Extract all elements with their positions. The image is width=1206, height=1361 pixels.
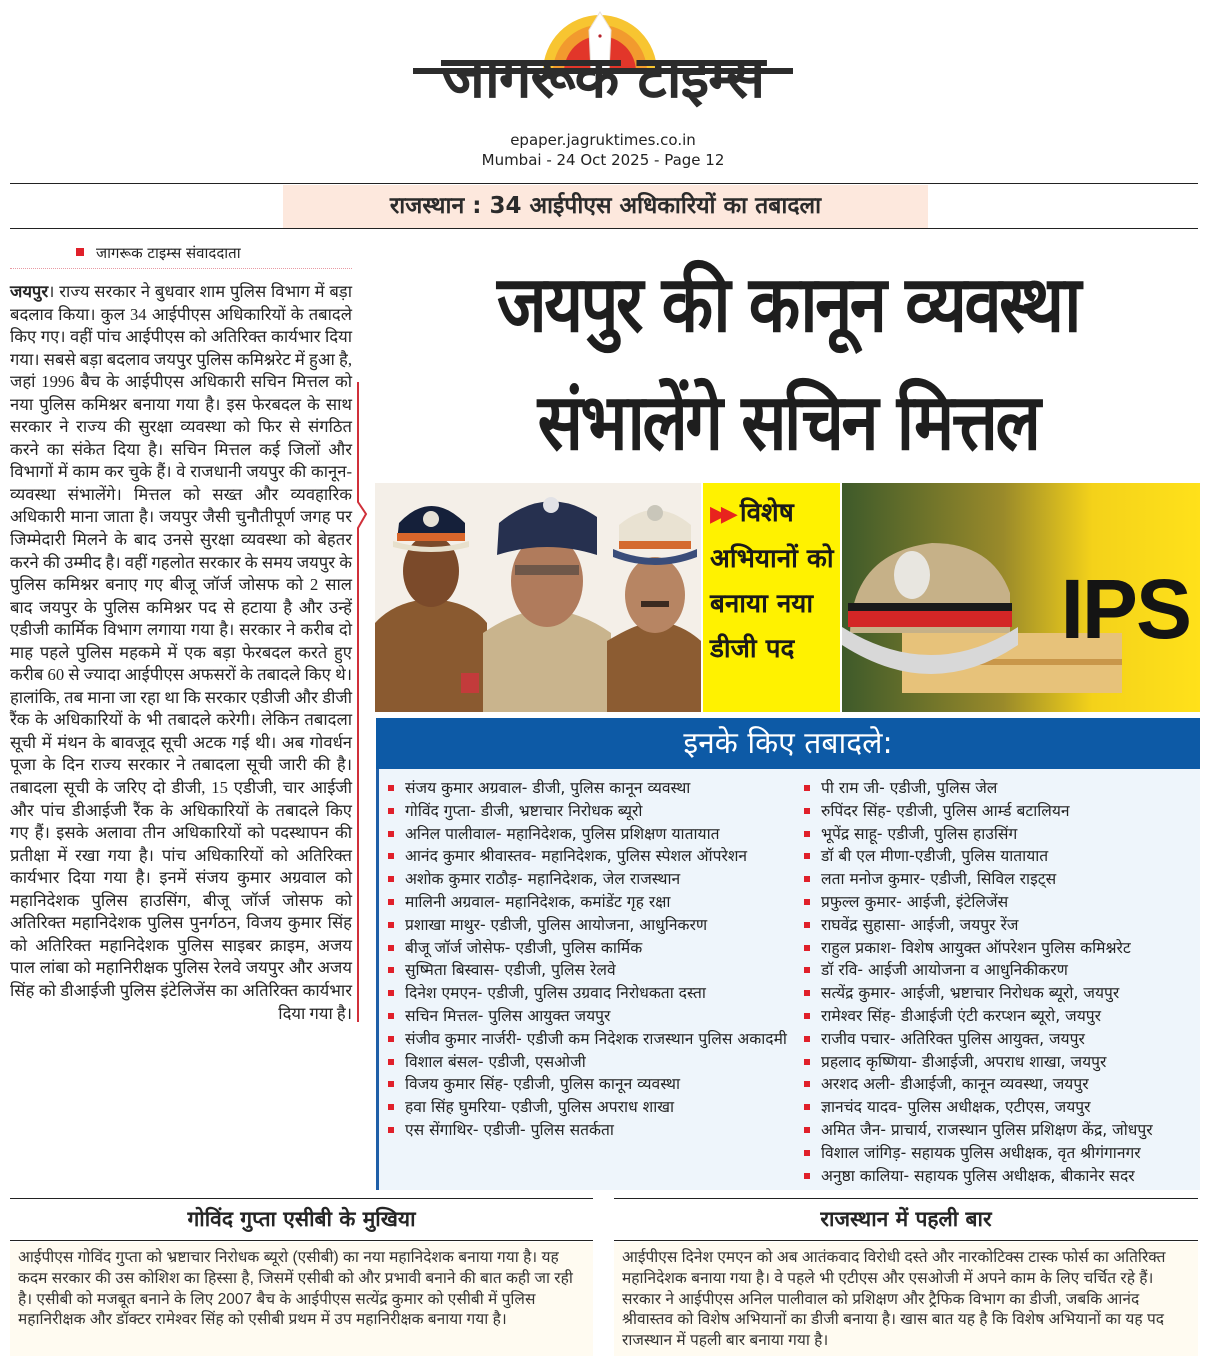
transfer-item bbox=[804, 1119, 1199, 1142]
bullet-square-icon bbox=[388, 1013, 394, 1019]
transfer-item bbox=[804, 777, 1199, 800]
transfers-left-column bbox=[388, 777, 793, 1142]
transfer-text: हवा सिंह घुमरिया- एडीजी, पुलिस अपराध शाखा bbox=[405, 1098, 675, 1117]
transfer-item bbox=[804, 1051, 1199, 1074]
box-left-body: आईपीएस गोविंद गुप्ता को भ्रष्टाचार निरोधक ब्यूरो (एसीबी) का नया महानिदेशक बनाया गया है। यह कदम सरकार की उस कोशिश का हिस्सा है, जिसमें एसीबी को और प्रभावी बनाने की बात कही जा रही है। एसीबी को मजबूत बनाने के लिए 2007 बैच के आईपीएस सत्येंद्र कुमार को एसीबी में पुलिस महानिरीक्षक और डॉक्टर रामेश्वर सिंह को एसीबी प्रथम में उप महानिरीक्षक बनाया गया है। bbox=[10, 1242, 593, 1356]
transfer-item bbox=[804, 1028, 1199, 1051]
transfer-item bbox=[388, 777, 793, 800]
callout-text bbox=[710, 491, 838, 672]
transfer-item bbox=[804, 959, 1199, 982]
bullet-square-icon bbox=[804, 1150, 810, 1156]
transfer-item bbox=[804, 823, 1199, 846]
bullet-square-icon bbox=[804, 831, 810, 837]
bullet-square-icon bbox=[388, 967, 394, 973]
transfers-right-column bbox=[804, 777, 1199, 1187]
transfer-text: विजय कुमार सिंह- एडीजी, पुलिस कानून व्यवस्था bbox=[405, 1075, 680, 1094]
bullet-square-icon bbox=[76, 248, 84, 256]
callout-label: विशेष अभियानों को बनाया नया डीजी पद bbox=[710, 498, 834, 664]
transfer-item bbox=[804, 891, 1199, 914]
double-arrow-icon: ▶▶ bbox=[710, 502, 732, 527]
edition-info: Mumbai - 24 Oct 2025 - Page 12 bbox=[481, 151, 725, 169]
box-right-top-rule bbox=[614, 1198, 1198, 1199]
bullet-square-icon bbox=[388, 808, 394, 814]
transfer-text: राघवेंद्र सुहासा- आईजी, जयपुर रेंज bbox=[821, 915, 1019, 934]
transfer-text: प्रफुल्ल कुमार- आईजी, इंटेलिजेंस bbox=[821, 892, 1009, 911]
bullet-square-icon bbox=[388, 876, 394, 882]
bullet-square-icon bbox=[388, 1127, 394, 1133]
bullet-square-icon bbox=[804, 1059, 810, 1065]
transfer-text: अशोक कुमार राठौड़- महानिदेशक, जेल राजस्थान bbox=[405, 870, 681, 889]
transfer-text: अमित जैन- प्राचार्य, राजस्थान पुलिस प्रशिक्षण केंद्र, जोधपुर bbox=[821, 1120, 1153, 1139]
bullet-square-icon bbox=[804, 945, 810, 951]
bullet-square-icon bbox=[388, 990, 394, 996]
transfer-item bbox=[388, 823, 793, 846]
bullet-square-icon bbox=[804, 1013, 810, 1019]
transfer-text: विशाल बंसल- एडीजी, एसओजी bbox=[405, 1052, 586, 1071]
transfer-item bbox=[388, 959, 793, 982]
transfer-text: भूपेंद्र साहू- एडीजी, पुलिस हाउसिंग bbox=[821, 824, 1018, 843]
transfer-text: आनंद कुमार श्रीवास्तव- महानिदेशक, पुलिस स्पेशल ऑपरेशन bbox=[405, 847, 748, 866]
box-left-title-rule bbox=[10, 1240, 593, 1241]
bullet-square-icon bbox=[388, 1104, 394, 1110]
epaper-url[interactable]: epaper.jagruktimes.co.in bbox=[510, 131, 696, 149]
bullet-square-icon bbox=[804, 853, 810, 859]
column-separator-icon bbox=[354, 382, 374, 1022]
transfer-text: लता मनोज कुमार- एडीजी, सिविल राइट्स bbox=[821, 870, 1057, 889]
transfer-text: गोविंद गुप्ता- डीजी, भ्रष्टाचार निरोधक ब्यूरो bbox=[405, 801, 643, 820]
transfer-item bbox=[804, 937, 1199, 960]
main-story bbox=[10, 281, 352, 1025]
transfer-text: सत्येंद्र कुमार- आईजी, भ्रष्टाचार निरोधक ब्यूरो, जयपुर bbox=[821, 984, 1120, 1003]
bullet-square-icon bbox=[804, 967, 810, 973]
transfer-text: राजीव पचार- अतिरिक्त पुलिस आयुक्त, जयपुर bbox=[821, 1029, 1085, 1048]
transfer-text: बीजू जॉर्ज जोसेफ- एडीजी, पुलिस कार्मिक bbox=[405, 938, 643, 957]
header-divider bbox=[10, 183, 1198, 184]
transfer-item bbox=[388, 868, 793, 891]
transfer-text: मालिनी अग्रवाल- महानिदेशक, कमांडेंट गृह रक्षा bbox=[405, 892, 671, 911]
byline-text: जागरूक टाइम्स संवाददाता bbox=[96, 244, 241, 262]
box-right-body: आईपीएस दिनेश एमएन को अब आतंकवाद विरोधी दस्ते और नारकोटिक्स टास्क फोर्स का अतिरिक्त महानिदेशक बनाया गया है। वे पहले भी एटीएस और एसओजी में अपने काम के लिए चर्चित रहे हैं। सरकार ने आईपीएस अनिल पालीवाल को प्रशिक्षण और ट्रैफिक विभाग का डीजी, जबकि आनंद श्रीवास्तव को विशेष अभियानों का डीजी बनाया है। खास बात यह है कि विशेष अभियानों का यह पद राजस्थान में पहली बार बनाया गया है। bbox=[614, 1242, 1198, 1356]
transfer-item bbox=[804, 1073, 1199, 1096]
transfer-text: विशाल जांगिड़- सहायक पुलिस अधीक्षक, वृत श्रीगंगानगर bbox=[821, 1143, 1141, 1162]
bullet-square-icon bbox=[388, 1036, 394, 1042]
bullet-square-icon bbox=[804, 990, 810, 996]
transfer-text: संजीव कुमार नार्जरी- एडीजी कम निदेशक राजस्थान पुलिस अकादमी bbox=[405, 1029, 787, 1048]
box-right-title-rule bbox=[614, 1240, 1198, 1241]
ips-graphic bbox=[842, 483, 1200, 712]
story-dateline: जयपुर bbox=[10, 282, 49, 301]
transfer-text: अनुष्ठा कालिया- सहायक पुलिस अधीक्षक, बीकानेर सदर bbox=[821, 1166, 1135, 1185]
bullet-square-icon bbox=[804, 1081, 810, 1087]
transfer-text: अरशद अली- डीआईजी, कानून व्यवस्था, जयपुर bbox=[821, 1075, 1089, 1094]
transfer-item bbox=[388, 1096, 793, 1119]
bullet-square-icon bbox=[804, 785, 810, 791]
transfer-item bbox=[804, 1005, 1199, 1028]
transfer-text: ज्ञानचंद यादव- पुलिस अधीक्षक, एटीएस, जयपुर bbox=[821, 1098, 1091, 1117]
transfer-text: सचिन मित्तल- पुलिस आयुक्त जयपुर bbox=[405, 1006, 611, 1025]
transfer-item bbox=[804, 914, 1199, 937]
bullet-square-icon bbox=[388, 922, 394, 928]
bullet-square-icon bbox=[804, 808, 810, 814]
transfer-item bbox=[804, 982, 1199, 1005]
transfer-item bbox=[388, 1005, 793, 1028]
transfer-item bbox=[804, 1165, 1199, 1188]
transfers-title: इनके किए तबादले: bbox=[683, 726, 893, 761]
bullet-square-icon bbox=[804, 1173, 810, 1179]
transfer-item bbox=[388, 1028, 793, 1051]
box-left-title: गोविंद गुप्ता एसीबी के मुखिया bbox=[187, 1207, 416, 1231]
transfer-item bbox=[804, 845, 1199, 868]
subhead-divider bbox=[10, 228, 1198, 229]
bullet-square-icon bbox=[388, 831, 394, 837]
transfer-item bbox=[388, 1073, 793, 1096]
transfer-item bbox=[388, 982, 793, 1005]
bullet-square-icon bbox=[388, 1081, 394, 1087]
transfer-item bbox=[804, 1096, 1199, 1119]
officer-photos bbox=[375, 483, 701, 712]
bullet-square-icon bbox=[804, 922, 810, 928]
section-subhead: राजस्थान : 34 आईपीएस अधिकारियों का तबादला bbox=[389, 193, 822, 219]
transfer-item bbox=[804, 1142, 1199, 1165]
bullet-square-icon bbox=[388, 899, 394, 905]
transfer-text: संजय कुमार अग्रवाल- डीजी, पुलिस कानून व्यवस्था bbox=[405, 779, 691, 797]
headline bbox=[372, 246, 1204, 482]
headline-line-1: जयपुर की कानून व्यवस्था bbox=[497, 260, 1079, 350]
bullet-square-icon bbox=[388, 1059, 394, 1065]
bullet-square-icon bbox=[388, 785, 394, 791]
transfer-item bbox=[388, 800, 793, 823]
transfer-text: दिनेश एमएन- एडीजी, पुलिस उग्रवाद निरोधकता दस्ता bbox=[405, 984, 706, 1003]
bullet-square-icon bbox=[804, 1104, 810, 1110]
box-left-top-rule bbox=[10, 1198, 593, 1199]
transfer-text: पी राम जी- एडीजी, पुलिस जेल bbox=[821, 779, 998, 797]
transfer-text: सुष्मिता बिस्वास- एडीजी, पुलिस रेलवे bbox=[405, 961, 616, 980]
transfer-item bbox=[388, 1051, 793, 1074]
bullet-square-icon bbox=[804, 1036, 810, 1042]
transfers-banner bbox=[376, 718, 1200, 769]
masthead bbox=[0, 0, 1206, 178]
transfer-item bbox=[388, 891, 793, 914]
transfer-text: डॉ बी एल मीणा-एडीजी, पुलिस यातायात bbox=[821, 847, 1049, 866]
story-body: । राज्य सरकार ने बुधवार शाम पुलिस विभाग में बड़ा बदलाव किया। कुल 34 आईपीएस अधिकारियों के तबादले किए गए। वहीं पांच आईपीएस को अतिरिक्त कार्यभार दिया गया। सबसे बड़ा बदलाव जयपुर पुलिस कमिश्नरेट में हुआ है, जहां 1996 बैच के आईपीएस अधिकारी सचिन मित्तल को नया पुलिस कमिश्नर बनाया गया है। इस फेरबदल के साथ सरकार ने राज्य की सुरक्षा व्यवस्था को फिर से संगठित करने का संकेत दिया है। सचिन मित्तल कई जिलों और विभागों में काम कर चुके हैं। वे राजधानी जयपुर की कानून-व्यवस्था संभालेंगे। मित्तल को सख्त और व्यवहारिक अधिकारी माना जाता है। जयपुर जैसी चुनौतीपूर्ण जगह पर जिम्मेदारी मिलने के बाद उनसे सुरक्षा व्यवस्था को बेहतर करने की उम्मीद है। वहीं गहलोत सरकार के समय जयपुर के पुलिस कमिश्नर बनाए गए बीजू जॉर्ज जोसफ को 2 साल बाद जयपुर के पुलिस कमिश्नर पद से हटाया है और उन्हें एडीजी कार्मिक विभाग लगाया गया है। सरकार ने करीब दो माह पहले पुलिस महकमे में एक बड़ा फेरबदल करते हुए करीब 60 से ज्यादा आईपीएस अफसरों के तबादले किए थे। हालांकि, तब माना जा रहा था कि सरकार एडीजी और डीजी रैंक के अधिकारियों के भी तबादले करेगी। लेकिन तबादला सूची में मंथन के बावजूद सूची अटक गई थी। अब गोवर्धन पूजा के दिन राज्य सरकार ने तबादला सूची जारी की है। तबादला सूची के जरिए दो डीजी, 15 एडीजी, चार आईजी और पांच डीआईजी रैंक के अधिकारियों के तबादले किए गए हैं। इसके अलावा तीन अधिकारियों को पदस्थापन की प्रतीक्षा में रखा गया है। पांच अधिकारियों को अतिरिक्त कार्यभार दिया गया है। इनमें संजय कुमार अग्रवाल को महानिदेशक पुलिस हाउसिंग, बीजू जॉर्ज जोसफ को अतिरिक्त महानिदेशक पुलिस पुनर्गठन, विजय कुमार सिंह को अतिरिक्त महानिदेशक पुलिस साइबर क्राइम, अजय पाल लांबा को महानिरीक्षक पुलिस रेलवे जयपुर और अजय सिंह को डीआईजी पुलिस इंटेलिजेंस का अतिरिक्त कार्यभार दिया गया है। bbox=[10, 282, 352, 1023]
ips-label: IPS bbox=[1060, 562, 1190, 656]
bullet-square-icon bbox=[804, 899, 810, 905]
transfer-item bbox=[388, 845, 793, 868]
newspaper-logo-text: जागरूक टाइम्स bbox=[441, 43, 765, 111]
transfer-item bbox=[804, 800, 1199, 823]
bullet-square-icon bbox=[388, 945, 394, 951]
byline-divider bbox=[10, 268, 352, 269]
bullet-square-icon bbox=[804, 876, 810, 882]
transfer-text: प्रहलाद कृष्णिया- डीआईजी, अपराध शाखा, जयपुर bbox=[821, 1052, 1107, 1071]
transfer-item bbox=[388, 914, 793, 937]
bullet-square-icon bbox=[388, 853, 394, 859]
transfer-text: डॉ रवि- आईजी आयोजना व आधुनिकीकरण bbox=[821, 961, 1068, 980]
officers-photo-icon bbox=[375, 483, 701, 712]
transfer-text: रुपिंदर सिंह- एडीजी, पुलिस आर्म्ड बटालियन bbox=[821, 801, 1070, 820]
transfer-item bbox=[804, 868, 1199, 891]
transfer-item bbox=[388, 937, 793, 960]
transfer-text: रामेश्वर सिंह- डीआईजी एंटी करप्शन ब्यूरो, जयपुर bbox=[821, 1006, 1101, 1025]
transfers-list bbox=[376, 769, 1200, 1190]
callout-box bbox=[703, 483, 840, 712]
transfer-text: प्रशाखा माथुर- एडीजी, पुलिस आयोजना, आधुनिकरण bbox=[405, 915, 708, 934]
transfer-text: अनिल पालीवाल- महानिदेशक, पुलिस प्रशिक्षण यातायात bbox=[405, 824, 720, 843]
bullet-square-icon bbox=[804, 1127, 810, 1133]
box-right-title: राजस्थान में पहली बार bbox=[820, 1207, 992, 1231]
transfer-text: एस सेंगाथिर- एडीजी- पुलिस सतर्कता bbox=[405, 1120, 614, 1139]
headline-line-2: संभालेंगे सचिन मित्तल bbox=[537, 378, 1039, 468]
transfer-text: राहुल प्रकाश- विशेष आयुक्त ऑपरेशन पुलिस कमिश्नरेट bbox=[821, 938, 1131, 957]
byline bbox=[76, 243, 241, 263]
transfer-item bbox=[388, 1119, 793, 1142]
